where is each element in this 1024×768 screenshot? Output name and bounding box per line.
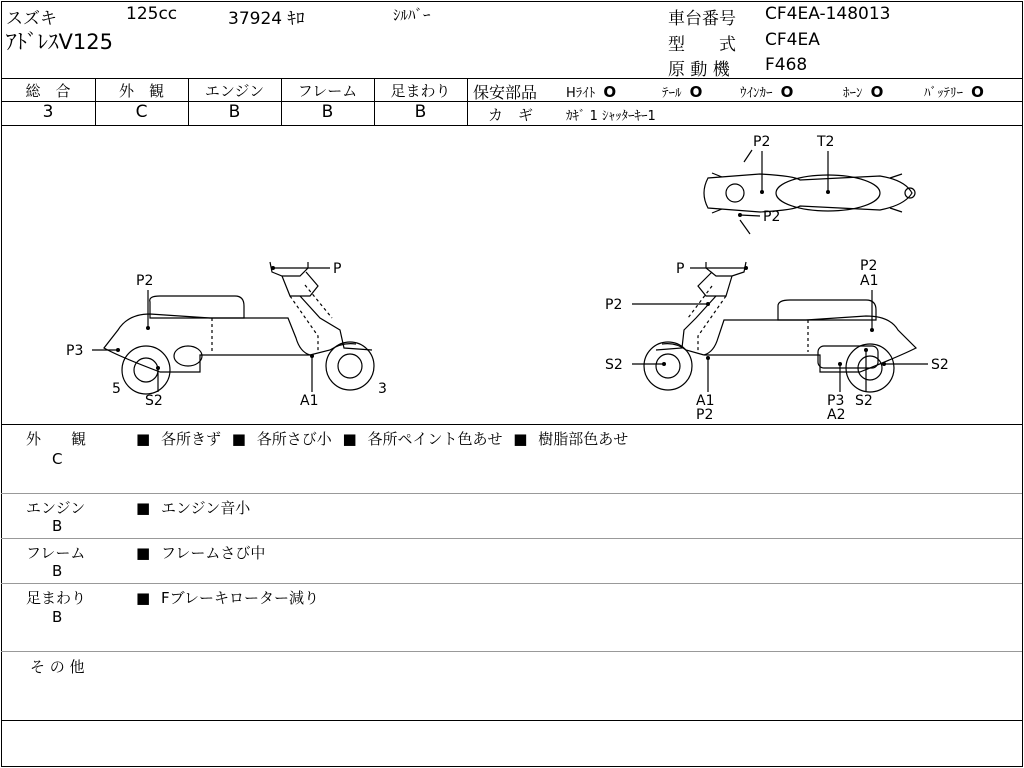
bullet-icon: ■ (136, 544, 151, 562)
diagram-label: 3 (378, 381, 387, 397)
notes-frame-label: フレーム (26, 544, 86, 562)
note-item: 各所きず (160, 430, 221, 448)
horn-mark: O (870, 83, 884, 101)
diagram-label: T2 (817, 134, 835, 150)
battery-label: ﾊﾞｯﾃﾘｰ (924, 86, 963, 101)
divider (1, 493, 1022, 494)
divider (1, 583, 1022, 584)
frame-label: フレーム (297, 82, 358, 100)
divider (1, 538, 1022, 539)
note-item: フレームさび中 (160, 544, 266, 562)
notes-exterior-label: 外 観 (26, 430, 87, 448)
diagram-label: P (333, 261, 342, 277)
engine-label: エンジン (204, 82, 265, 100)
suspension-label: 足まわり (390, 82, 451, 100)
diagram-label: S2 (855, 393, 873, 409)
type-label: 型 式 (668, 35, 736, 55)
diagram-label: P2 (136, 273, 154, 289)
headlight-label: Hﾗｲﾄ (566, 86, 596, 101)
displacement: 125cc (126, 4, 178, 24)
exterior-label: 外 観 (118, 82, 164, 100)
bullet-icon: ■ (136, 430, 151, 448)
diagram-label: P (676, 261, 685, 277)
diagram-label: A1 (696, 393, 715, 409)
notes-frame-grade: B (52, 562, 63, 580)
type-value: CF4EA (765, 30, 820, 50)
scooter-top-view (704, 150, 915, 234)
engine-grade: B (228, 102, 241, 122)
safety-battery (924, 82, 984, 101)
divider (1, 424, 1022, 425)
safety-label: 保安部品 (473, 83, 538, 102)
key-value: ｶｷﾞ 1 ｼｬｯﾀｰｷｰ1 (566, 109, 656, 124)
scooter-diagram-svg (0, 126, 1024, 424)
diagram-label: P2 (860, 258, 878, 274)
notes-suspension-grade: B (52, 608, 63, 626)
horn-label: ﾎｰﾝ (843, 86, 863, 101)
total-label: 総 合 (25, 82, 71, 100)
diagram-label: P2 (696, 407, 714, 423)
notes-frame-items (136, 542, 265, 563)
divider (1, 651, 1022, 652)
total-grade: 3 (42, 102, 54, 122)
diagram-label: P2 (605, 297, 623, 313)
headlight-mark: O (603, 83, 617, 101)
engine-model: F468 (765, 55, 808, 75)
notes-engine-grade: B (52, 517, 63, 535)
mileage: 37924 ｷﾛ (228, 9, 305, 29)
note-item: エンジン音小 (160, 499, 251, 517)
bullet-icon: ■ (513, 430, 528, 448)
damage-diagram (0, 126, 1024, 424)
bullet-icon: ■ (136, 499, 151, 517)
taillight-mark: O (689, 83, 703, 101)
safety-taillight (662, 82, 702, 101)
divider (1, 720, 1022, 721)
diagram-label: P2 (753, 134, 771, 150)
body-color: ｼﾙﾊﾞｰ (393, 6, 431, 24)
notes-exterior-grade: C (52, 450, 63, 468)
notes-engine-items (136, 497, 250, 518)
divider (468, 101, 1022, 102)
note-item: 各所ペイント色あせ (367, 430, 503, 448)
divider (1, 78, 1022, 79)
notes-engine-label: エンジン (26, 499, 86, 517)
diagram-label: S2 (145, 393, 163, 409)
frame-no-label: 車台番号 (668, 9, 736, 29)
leader-lines (92, 151, 928, 392)
model-name: ｱﾄﾞﾚｽV125 (6, 30, 113, 54)
notes-suspension-label: 足まわり (26, 589, 87, 607)
diagram-label: P2 (763, 209, 781, 225)
frame-no: CF4EA-148013 (765, 4, 891, 24)
maker: スズキ (6, 9, 57, 29)
safety-horn (843, 82, 883, 101)
diagram-label: A1 (860, 273, 879, 289)
diagram-label: 5 (112, 381, 121, 397)
notes-suspension-items (136, 587, 319, 608)
note-item: Fブレーキローター減り (160, 589, 319, 607)
notes-other-label: そ の 他 (30, 658, 85, 676)
key-label: カ ギ (488, 106, 534, 124)
bullet-icon: ■ (342, 430, 357, 448)
exterior-grade: C (135, 102, 148, 122)
diagram-label: A1 (300, 393, 319, 409)
note-item: 樹脂部色あせ (538, 430, 629, 448)
safety-headlight (566, 82, 616, 101)
safety-winker (740, 82, 793, 101)
battery-mark: O (971, 83, 984, 101)
diagram-label: S2 (931, 357, 949, 373)
divider (467, 78, 468, 125)
taillight-label: ﾃｰﾙ (662, 86, 682, 101)
frame-grade: B (321, 102, 334, 122)
diagram-label: S2 (605, 357, 623, 373)
bullet-icon: ■ (136, 589, 151, 607)
engine-model-label: 原 動 機 (668, 60, 730, 80)
diagram-label: P3 (66, 343, 84, 359)
diagram-label: A2 (827, 407, 846, 423)
suspension-grade: B (414, 102, 427, 122)
note-item: 各所さび小 (256, 430, 332, 448)
bullet-icon: ■ (231, 430, 246, 448)
notes-exterior-items (136, 428, 628, 449)
winker-mark: O (780, 83, 794, 101)
diagram-label: P3 (827, 393, 845, 409)
winker-label: ｳｲﾝｶｰ (740, 86, 773, 101)
